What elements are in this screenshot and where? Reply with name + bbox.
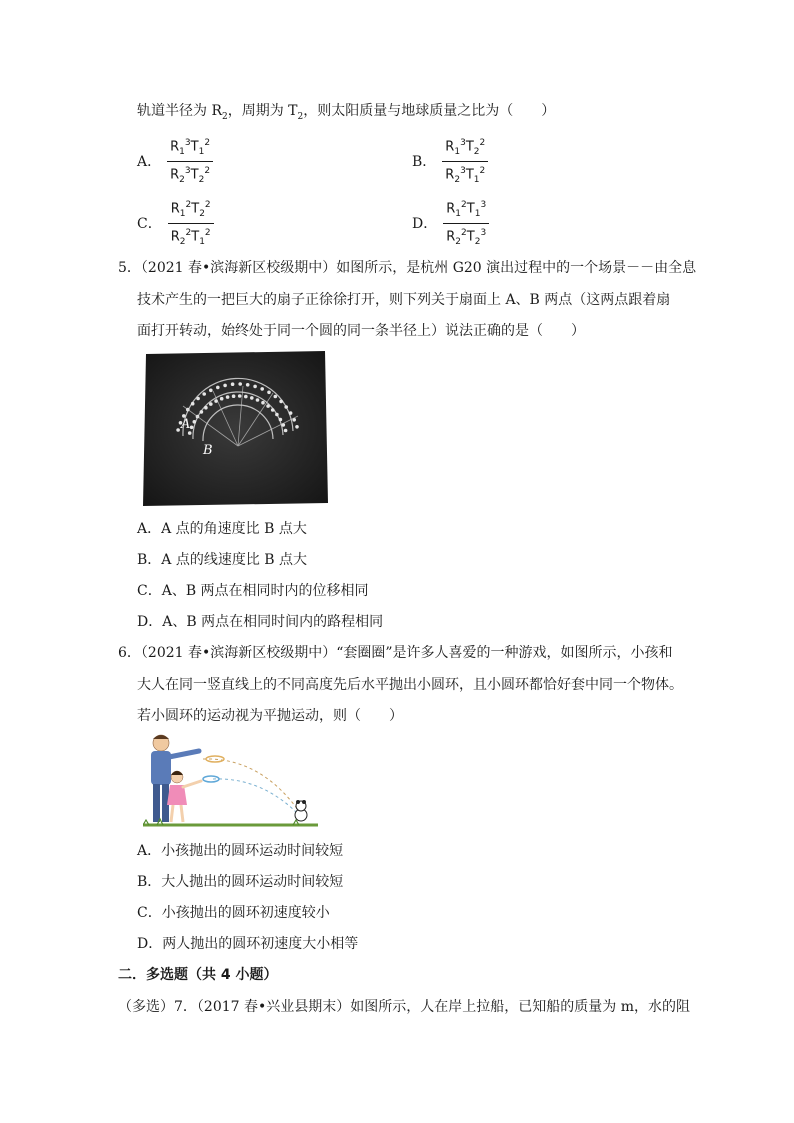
fan-dot — [193, 420, 197, 424]
q4-intro-sub2: 2 — [297, 111, 304, 122]
q5-option-a[interactable]: A．A 点的角速度比 B 点大 — [137, 521, 307, 537]
fan-dot — [279, 400, 283, 404]
q6-option-b[interactable]: B．大人抛出的圆环运动时间较短 — [137, 874, 344, 890]
fan-dot — [209, 389, 213, 393]
fan-dot — [256, 398, 260, 402]
fan-dot — [220, 397, 224, 401]
fraction-numerator: $R_1^2T_1^3$ — [446, 200, 487, 219]
fan-dot — [191, 402, 195, 406]
fan-dot — [226, 395, 230, 399]
q6-option-c[interactable]: C．小孩抛出的圆环初速度较小 — [137, 905, 330, 921]
fan-dot — [279, 418, 283, 422]
q6-line3: 若小圆环的运动视为平抛运动，则（ ） — [137, 708, 403, 724]
q6-option-d[interactable]: D．两人抛出的圆环初速度大小相等 — [137, 936, 359, 952]
fraction-numerator: $R_1^2T_2^2$ — [170, 200, 211, 219]
fraction-numerator: $R_1^3T_1^2$ — [170, 138, 211, 157]
fraction-denominator: $R_2^3T_1^2$ — [445, 165, 486, 185]
option-label: C． — [137, 216, 162, 233]
fan-dot — [216, 386, 220, 390]
option-fraction — [442, 134, 488, 189]
fan-dot — [253, 385, 257, 389]
option-label: B． — [412, 154, 437, 171]
fan-dot — [238, 394, 242, 398]
fan-hologram-svg — [143, 351, 328, 506]
q6-option-a[interactable]: A．小孩抛出的圆环运动时间较短 — [137, 843, 344, 859]
fan-dot — [202, 392, 206, 396]
fan-dot — [209, 402, 213, 406]
fan-dot — [196, 397, 200, 401]
fan-dot — [246, 383, 250, 387]
fraction-denominator: $R_2^2T_1^2$ — [170, 227, 211, 247]
point-b-label: B — [203, 443, 213, 458]
q4-intro-line — [137, 101, 555, 127]
option-label: D． — [412, 216, 438, 233]
fan-dot — [250, 396, 254, 400]
point-a-label: A — [181, 417, 191, 432]
q5-line2: 技术产生的一把巨大的扇子正徐徐打开，则下列关于扇面上 A、B 两点（这两点跟着扇 — [137, 292, 671, 308]
ring-toss-svg — [143, 729, 318, 829]
q5-line3: 面打开转动，始终处于同一个圆的同一条半径上）说法正确的是（ ） — [137, 323, 585, 339]
option-label: A． — [137, 154, 162, 171]
fan-dot — [284, 429, 288, 433]
fan-dot — [232, 394, 236, 398]
q5-option-b[interactable]: B．A 点的线速度比 B 点大 — [137, 552, 308, 568]
q5-option-d[interactable]: D．A、B 两点在相同时间内的路程相同 — [137, 614, 384, 630]
fan-dot — [267, 391, 271, 395]
fan-dot — [200, 410, 204, 414]
q5-option-c[interactable]: C．A、B 两点在相同时内的位移相同 — [137, 583, 369, 599]
q6-line1: 6．（2021 春•滨海新区校级期中）“套圈圈”是许多人喜爱的一种游戏，如图所示，小孩和 — [118, 645, 673, 661]
q4-intro-text: 轨道半径为 R — [137, 103, 222, 119]
fan-dot — [223, 384, 227, 388]
fan-dot — [274, 395, 278, 399]
option-fraction — [443, 196, 489, 251]
fan-dot — [295, 425, 299, 429]
q5-line1: 5．（2021 春•滨海新区校级期中）如图所示，是杭州 G20 演出过程中的一个场景－－由全息 — [118, 260, 697, 276]
ring-toss-illustration — [143, 729, 318, 829]
fan-dot — [271, 408, 275, 412]
fan-dot — [261, 401, 265, 405]
fan-dot — [231, 382, 235, 386]
section2-title: 二．多选题（共 4 小题） — [118, 967, 278, 983]
q4-option-b[interactable] — [412, 134, 488, 189]
fan-dot — [260, 387, 264, 391]
option-fraction — [168, 196, 214, 251]
fan-hologram-image — [143, 351, 328, 506]
fan-dot — [266, 404, 270, 408]
q7-line1: （多选）7．（2017 春•兴业县期末）如图所示，人在岸上拉船，已知船的质量为 m，水的阻 — [118, 999, 690, 1015]
q4-option-a[interactable] — [137, 134, 213, 189]
option-fraction — [167, 134, 213, 189]
fan-dot — [289, 411, 293, 415]
fraction-denominator: $R_2^3T_2^2$ — [170, 165, 211, 185]
fraction-denominator: $R_2^2T_2^3$ — [446, 227, 487, 247]
fan-dot — [176, 428, 180, 432]
q4-intro-end: ，则太阳质量与地球质量之比为（ ） — [303, 103, 556, 119]
q4-intro-sub: 2 — [222, 111, 228, 122]
fan-dot — [238, 382, 242, 386]
fan-dot — [275, 413, 279, 417]
q4-intro-mid: ，周期为 T — [227, 103, 298, 119]
fraction-numerator: $R_1^3T_2^2$ — [445, 138, 486, 157]
q4-option-d[interactable] — [412, 196, 489, 251]
q4-option-c[interactable] — [137, 196, 214, 251]
fan-dot — [204, 406, 208, 410]
fan-dot — [284, 405, 288, 409]
q6-line2: 大人在同一竖直线上的不同高度先后水平抛出小圆环，且小圆环都恰好套中同一个物体。 — [137, 677, 683, 693]
fan-dot — [244, 395, 248, 399]
